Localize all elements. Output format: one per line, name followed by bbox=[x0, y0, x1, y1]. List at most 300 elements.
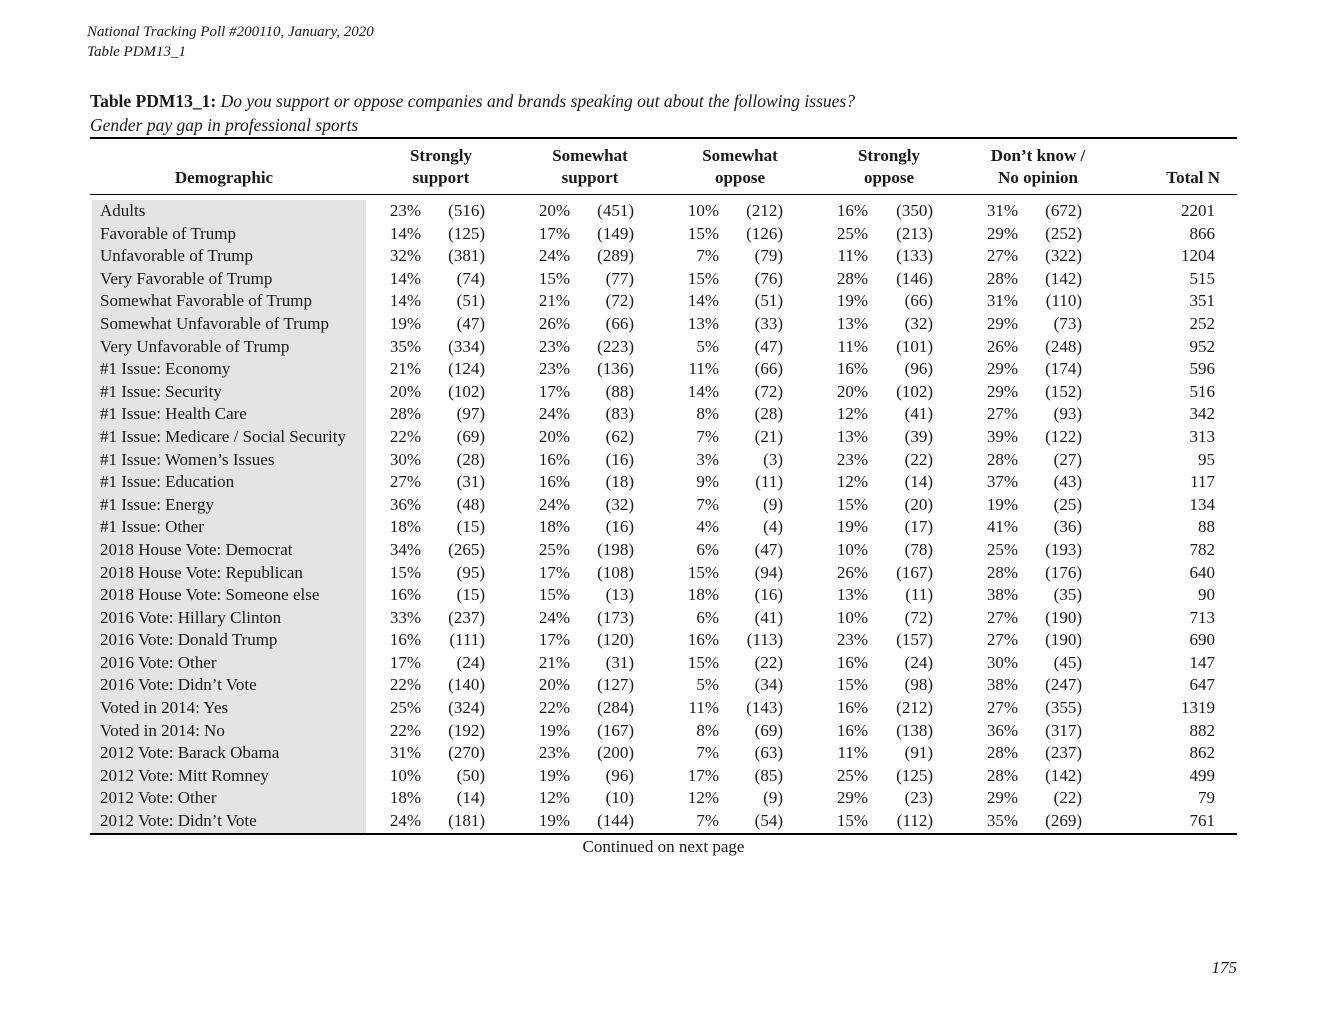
row-label: #1 Issue: Economy bbox=[100, 359, 231, 379]
cell-total-n: 147 bbox=[1189, 652, 1215, 672]
cell-percent: 11% bbox=[688, 698, 719, 718]
table-row bbox=[90, 765, 1237, 788]
header-col-line1: Somewhat bbox=[552, 146, 628, 165]
cell-percent: 16% bbox=[389, 585, 421, 605]
cell-total-n: 882 bbox=[1189, 720, 1215, 740]
cell-percent: 9% bbox=[696, 472, 719, 492]
header-col-4 bbox=[968, 145, 1108, 189]
cell-count: (88) bbox=[605, 381, 634, 401]
table-row bbox=[90, 720, 1237, 743]
cell-count: (102) bbox=[896, 381, 933, 401]
row-label: Adults bbox=[100, 201, 146, 220]
table-row bbox=[90, 336, 1237, 359]
cell-percent: 26% bbox=[538, 313, 570, 333]
cell-count: (111) bbox=[449, 630, 485, 650]
cell-total-n: 252 bbox=[1189, 313, 1215, 333]
row-label: #1 Issue: Energy bbox=[100, 494, 214, 514]
cell-percent: 15% bbox=[389, 562, 421, 582]
cell-percent: 31% bbox=[986, 201, 1018, 220]
cell-count: (11) bbox=[755, 472, 783, 492]
row-label: Very Unfavorable of Trump bbox=[100, 336, 290, 356]
cell-count: (350) bbox=[896, 201, 933, 220]
cell-percent: 20% bbox=[538, 675, 570, 695]
cell-count: (78) bbox=[904, 539, 933, 559]
cell-count: (355) bbox=[1045, 698, 1082, 718]
cell-percent: 18% bbox=[389, 517, 421, 537]
cell-total-n: 713 bbox=[1189, 607, 1215, 627]
cell-count: (174) bbox=[1045, 359, 1082, 379]
cell-count: (69) bbox=[456, 426, 485, 446]
cell-count: (149) bbox=[597, 223, 634, 243]
cell-count: (45) bbox=[1053, 652, 1082, 672]
cell-percent: 35% bbox=[389, 336, 421, 356]
cell-count: (126) bbox=[746, 223, 783, 243]
cell-percent: 21% bbox=[538, 291, 570, 311]
cell-percent: 36% bbox=[389, 494, 421, 514]
cell-count: (32) bbox=[605, 494, 634, 514]
cell-percent: 19% bbox=[538, 811, 570, 831]
cell-percent: 17% bbox=[538, 562, 570, 582]
cell-percent: 24% bbox=[538, 494, 570, 514]
cell-percent: 7% bbox=[696, 426, 719, 446]
cell-percent: 10% bbox=[389, 765, 421, 785]
cell-percent: 28% bbox=[986, 765, 1018, 785]
cell-count: (22) bbox=[1053, 788, 1082, 808]
cell-total-n: 95 bbox=[1198, 449, 1215, 469]
cell-count: (142) bbox=[1045, 765, 1082, 785]
table-row bbox=[90, 245, 1237, 268]
cell-percent: 28% bbox=[986, 743, 1018, 763]
row-label: #1 Issue: Women’s Issues bbox=[100, 449, 275, 469]
row-label: 2012 Vote: Barack Obama bbox=[100, 743, 280, 763]
cell-percent: 19% bbox=[836, 517, 868, 537]
cell-percent: 17% bbox=[538, 381, 570, 401]
cell-count: (36) bbox=[1053, 517, 1082, 537]
cell-total-n: 499 bbox=[1189, 765, 1215, 785]
cell-percent: 7% bbox=[696, 494, 719, 514]
cell-count: (212) bbox=[746, 201, 783, 220]
cell-percent: 17% bbox=[687, 765, 719, 785]
continued-note: Continued on next page bbox=[582, 837, 745, 856]
cell-count: (10) bbox=[605, 788, 634, 808]
cell-percent: 18% bbox=[687, 585, 719, 605]
row-label: 2012 Vote: Didn’t Vote bbox=[100, 811, 257, 831]
cell-total-n: 596 bbox=[1189, 359, 1215, 379]
cell-percent: 15% bbox=[538, 268, 570, 288]
cell-count: (41) bbox=[904, 404, 933, 424]
cell-percent: 24% bbox=[538, 404, 570, 424]
cell-percent: 8% bbox=[696, 404, 719, 424]
cell-count: (451) bbox=[597, 201, 634, 220]
cell-count: (16) bbox=[605, 517, 634, 537]
cell-total-n: 1204 bbox=[1181, 246, 1215, 266]
cell-percent: 37% bbox=[986, 472, 1018, 492]
cell-percent: 23% bbox=[836, 630, 868, 650]
cell-percent: 14% bbox=[389, 223, 421, 243]
table-row bbox=[90, 200, 1237, 223]
crosstab-table bbox=[90, 137, 1237, 835]
cell-percent: 31% bbox=[389, 743, 421, 763]
cell-percent: 26% bbox=[986, 336, 1018, 356]
cell-count: (101) bbox=[896, 336, 933, 356]
cell-count: (25) bbox=[1053, 494, 1082, 514]
cell-total-n: 640 bbox=[1189, 562, 1215, 582]
cell-count: (22) bbox=[904, 449, 933, 469]
table-row bbox=[90, 516, 1237, 539]
header-col-line1: Strongly bbox=[857, 146, 921, 165]
cell-total-n: 761 bbox=[1189, 811, 1215, 831]
cell-percent: 41% bbox=[986, 517, 1018, 537]
cell-count: (108) bbox=[597, 562, 634, 582]
cell-percent: 24% bbox=[389, 811, 421, 831]
cell-count: (51) bbox=[456, 291, 485, 311]
table-row bbox=[90, 268, 1237, 291]
cell-percent: 22% bbox=[389, 675, 421, 695]
cell-count: (125) bbox=[896, 765, 933, 785]
cell-percent: 24% bbox=[538, 607, 570, 627]
cell-percent: 4% bbox=[696, 517, 719, 537]
cell-percent: 23% bbox=[836, 449, 868, 469]
table-row bbox=[90, 607, 1237, 630]
cell-percent: 5% bbox=[696, 675, 719, 695]
cell-count: (112) bbox=[896, 811, 933, 831]
cell-count: (15) bbox=[456, 585, 485, 605]
header-demographic: Demographic bbox=[174, 168, 274, 187]
cell-percent: 28% bbox=[986, 562, 1018, 582]
cell-count: (317) bbox=[1045, 720, 1082, 740]
cell-count: (122) bbox=[1045, 426, 1082, 446]
cell-percent: 15% bbox=[538, 585, 570, 605]
cell-percent: 16% bbox=[836, 652, 868, 672]
cell-count: (85) bbox=[754, 765, 783, 785]
cell-count: (14) bbox=[904, 472, 933, 492]
cell-total-n: 952 bbox=[1189, 336, 1215, 356]
cell-count: (28) bbox=[456, 449, 485, 469]
cell-count: (173) bbox=[597, 607, 634, 627]
cell-percent: 34% bbox=[389, 539, 421, 559]
cell-percent: 30% bbox=[389, 449, 421, 469]
cell-percent: 15% bbox=[836, 811, 868, 831]
cell-count: (16) bbox=[605, 449, 634, 469]
cell-percent: 29% bbox=[986, 313, 1018, 333]
cell-count: (27) bbox=[1053, 449, 1082, 469]
cell-percent: 31% bbox=[986, 291, 1018, 311]
row-label: 2016 Vote: Didn’t Vote bbox=[100, 675, 257, 695]
cell-percent: 27% bbox=[986, 404, 1018, 424]
cell-count: (32) bbox=[904, 313, 933, 333]
cell-percent: 39% bbox=[986, 426, 1018, 446]
cell-count: (62) bbox=[605, 426, 634, 446]
table-row bbox=[90, 358, 1237, 381]
cell-percent: 29% bbox=[986, 788, 1018, 808]
page-number: 175 bbox=[1211, 958, 1237, 977]
cell-percent: 38% bbox=[986, 585, 1018, 605]
header-col-line2: oppose bbox=[714, 168, 766, 187]
cell-percent: 20% bbox=[836, 381, 868, 401]
cell-total-n: 351 bbox=[1189, 291, 1215, 311]
row-label: #1 Issue: Health Care bbox=[100, 404, 247, 424]
table-row bbox=[90, 584, 1237, 607]
cell-count: (31) bbox=[456, 472, 485, 492]
cell-count: (11) bbox=[905, 585, 933, 605]
cell-count: (20) bbox=[904, 494, 933, 514]
cell-percent: 20% bbox=[538, 201, 570, 220]
cell-percent: 30% bbox=[986, 652, 1018, 672]
cell-count: (14) bbox=[456, 788, 485, 808]
cell-count: (252) bbox=[1045, 223, 1082, 243]
cell-percent: 6% bbox=[696, 539, 719, 559]
cell-count: (102) bbox=[448, 381, 485, 401]
cell-count: (143) bbox=[746, 698, 783, 718]
cell-percent: 27% bbox=[389, 472, 421, 492]
cell-percent: 19% bbox=[538, 720, 570, 740]
cell-percent: 22% bbox=[389, 720, 421, 740]
cell-percent: 14% bbox=[389, 291, 421, 311]
cell-count: (22) bbox=[754, 652, 783, 672]
cell-count: (15) bbox=[456, 517, 485, 537]
cell-count: (74) bbox=[456, 268, 485, 288]
cell-count: (324) bbox=[448, 698, 485, 718]
row-label: #1 Issue: Education bbox=[100, 472, 235, 492]
table-row bbox=[90, 494, 1237, 517]
cell-count: (334) bbox=[448, 336, 485, 356]
cell-count: (167) bbox=[597, 720, 634, 740]
cell-percent: 28% bbox=[986, 268, 1018, 288]
cell-count: (265) bbox=[448, 539, 485, 559]
cell-count: (190) bbox=[1045, 607, 1082, 627]
cell-percent: 23% bbox=[538, 336, 570, 356]
cell-count: (138) bbox=[896, 720, 933, 740]
cell-count: (113) bbox=[746, 630, 783, 650]
cell-percent: 14% bbox=[687, 291, 719, 311]
cell-percent: 16% bbox=[538, 449, 570, 469]
cell-count: (54) bbox=[754, 811, 783, 831]
cell-total-n: 313 bbox=[1189, 426, 1215, 446]
cell-percent: 23% bbox=[389, 201, 421, 220]
cell-count: (79) bbox=[754, 246, 783, 266]
cell-percent: 10% bbox=[836, 607, 868, 627]
cell-percent: 38% bbox=[986, 675, 1018, 695]
cell-count: (47) bbox=[754, 336, 783, 356]
cell-count: (47) bbox=[754, 539, 783, 559]
cell-percent: 29% bbox=[836, 788, 868, 808]
cell-count: (96) bbox=[904, 359, 933, 379]
cell-count: (152) bbox=[1045, 381, 1082, 401]
cell-count: (270) bbox=[448, 743, 485, 763]
cell-percent: 19% bbox=[836, 291, 868, 311]
cell-percent: 11% bbox=[837, 336, 868, 356]
cell-percent: 20% bbox=[538, 426, 570, 446]
cell-percent: 16% bbox=[836, 201, 868, 220]
cell-percent: 14% bbox=[389, 268, 421, 288]
poll-title: National Tracking Poll #200110, January, 2020 bbox=[87, 24, 374, 40]
cell-percent: 13% bbox=[836, 313, 868, 333]
cell-percent: 7% bbox=[696, 743, 719, 763]
table-row bbox=[90, 674, 1237, 697]
table-row bbox=[90, 652, 1237, 675]
header-col-line1: Don’t know / bbox=[990, 146, 1086, 165]
cell-percent: 24% bbox=[538, 246, 570, 266]
row-label: 2018 House Vote: Republican bbox=[100, 562, 303, 582]
cell-count: (223) bbox=[597, 336, 634, 356]
cell-percent: 12% bbox=[836, 472, 868, 492]
cell-count: (190) bbox=[1045, 630, 1082, 650]
cell-percent: 12% bbox=[538, 788, 570, 808]
table-row bbox=[90, 697, 1237, 720]
header-col-line2: oppose bbox=[863, 168, 915, 187]
cell-percent: 15% bbox=[836, 494, 868, 514]
cell-count: (66) bbox=[754, 359, 783, 379]
cell-count: (83) bbox=[605, 404, 634, 424]
row-label: Unfavorable of Trump bbox=[100, 246, 253, 266]
cell-percent: 36% bbox=[986, 720, 1018, 740]
cell-count: (47) bbox=[456, 313, 485, 333]
cell-count: (4) bbox=[763, 517, 783, 537]
cell-count: (23) bbox=[904, 788, 933, 808]
cell-percent: 14% bbox=[687, 381, 719, 401]
cell-count: (289) bbox=[597, 246, 634, 266]
cell-percent: 10% bbox=[836, 539, 868, 559]
caption-subtitle: Gender pay gap in professional sports bbox=[90, 115, 359, 135]
cell-count: (237) bbox=[1045, 743, 1082, 763]
header-col-line2: support bbox=[561, 168, 619, 187]
table-body bbox=[90, 195, 1237, 833]
cell-count: (16) bbox=[754, 585, 783, 605]
cell-count: (9) bbox=[763, 494, 783, 514]
cell-percent: 25% bbox=[986, 539, 1018, 559]
cell-count: (284) bbox=[597, 698, 634, 718]
cell-count: (3) bbox=[763, 449, 783, 469]
cell-count: (136) bbox=[597, 359, 634, 379]
row-label: Voted in 2014: Yes bbox=[100, 698, 229, 718]
cell-percent: 29% bbox=[986, 359, 1018, 379]
row-label: 2016 Vote: Other bbox=[100, 652, 217, 672]
cell-total-n: 117 bbox=[1190, 472, 1215, 492]
cell-percent: 17% bbox=[389, 652, 421, 672]
cell-percent: 29% bbox=[986, 223, 1018, 243]
cell-total-n: 134 bbox=[1189, 494, 1215, 514]
running-head bbox=[87, 22, 374, 62]
cell-total-n: 866 bbox=[1189, 223, 1215, 243]
cell-percent: 25% bbox=[538, 539, 570, 559]
cell-percent: 15% bbox=[687, 223, 719, 243]
row-label: #1 Issue: Security bbox=[100, 381, 222, 401]
cell-percent: 25% bbox=[836, 765, 868, 785]
cell-count: (672) bbox=[1045, 201, 1082, 220]
cell-percent: 26% bbox=[836, 562, 868, 582]
cell-count: (66) bbox=[605, 313, 634, 333]
row-label: 2018 House Vote: Someone else bbox=[100, 585, 320, 605]
header-col-1 bbox=[520, 145, 660, 189]
cell-count: (213) bbox=[896, 223, 933, 243]
cell-percent: 16% bbox=[538, 472, 570, 492]
header-col-3 bbox=[819, 145, 959, 189]
table-row bbox=[90, 562, 1237, 585]
cell-count: (381) bbox=[448, 246, 485, 266]
cell-count: (133) bbox=[896, 246, 933, 266]
cell-count: (140) bbox=[448, 675, 485, 695]
cell-percent: 23% bbox=[538, 743, 570, 763]
table-row bbox=[90, 223, 1237, 246]
cell-percent: 28% bbox=[389, 404, 421, 424]
cell-total-n: 342 bbox=[1189, 404, 1215, 424]
cell-total-n: 647 bbox=[1189, 675, 1215, 695]
cell-count: (98) bbox=[904, 675, 933, 695]
row-label: 2012 Vote: Mitt Romney bbox=[100, 765, 269, 785]
cell-count: (176) bbox=[1045, 562, 1082, 582]
cell-percent: 35% bbox=[986, 811, 1018, 831]
cell-count: (48) bbox=[456, 494, 485, 514]
cell-count: (193) bbox=[1045, 539, 1082, 559]
cell-count: (157) bbox=[896, 630, 933, 650]
cell-percent: 12% bbox=[687, 788, 719, 808]
cell-count: (76) bbox=[754, 268, 783, 288]
cell-count: (28) bbox=[754, 404, 783, 424]
cell-count: (247) bbox=[1045, 675, 1082, 695]
cell-percent: 16% bbox=[836, 720, 868, 740]
cell-count: (142) bbox=[1045, 268, 1082, 288]
cell-count: (181) bbox=[448, 811, 485, 831]
bottom-rule bbox=[90, 833, 1237, 835]
header-col-0 bbox=[371, 145, 511, 189]
cell-total-n: 862 bbox=[1189, 743, 1215, 763]
table-row bbox=[90, 810, 1237, 833]
row-label: 2012 Vote: Other bbox=[100, 788, 217, 808]
row-label: Voted in 2014: No bbox=[100, 720, 225, 740]
cell-percent: 21% bbox=[389, 359, 421, 379]
cell-percent: 19% bbox=[538, 765, 570, 785]
cell-count: (72) bbox=[754, 381, 783, 401]
cell-percent: 11% bbox=[837, 743, 868, 763]
cell-percent: 15% bbox=[687, 268, 719, 288]
cell-percent: 27% bbox=[986, 630, 1018, 650]
cell-count: (124) bbox=[448, 359, 485, 379]
cell-percent: 28% bbox=[986, 449, 1018, 469]
header-total-n: Total N bbox=[1166, 168, 1220, 187]
cell-percent: 12% bbox=[836, 404, 868, 424]
cell-percent: 16% bbox=[836, 698, 868, 718]
cell-total-n: 515 bbox=[1189, 268, 1215, 288]
cell-count: (146) bbox=[896, 268, 933, 288]
cell-count: (125) bbox=[448, 223, 485, 243]
cell-percent: 13% bbox=[687, 313, 719, 333]
row-label: 2018 House Vote: Democrat bbox=[100, 539, 293, 559]
cell-count: (516) bbox=[448, 201, 485, 220]
cell-total-n: 690 bbox=[1189, 630, 1215, 650]
header-col-line1: Somewhat bbox=[702, 146, 778, 165]
cell-percent: 13% bbox=[836, 585, 868, 605]
cell-total-n: 516 bbox=[1189, 381, 1215, 401]
cell-percent: 27% bbox=[986, 607, 1018, 627]
cell-count: (72) bbox=[904, 607, 933, 627]
cell-percent: 18% bbox=[389, 788, 421, 808]
cell-count: (200) bbox=[597, 743, 634, 763]
cell-count: (237) bbox=[448, 607, 485, 627]
cell-percent: 8% bbox=[696, 720, 719, 740]
cell-percent: 17% bbox=[538, 630, 570, 650]
cell-count: (24) bbox=[456, 652, 485, 672]
cell-count: (77) bbox=[605, 268, 634, 288]
cell-count: (41) bbox=[754, 607, 783, 627]
cell-percent: 19% bbox=[389, 313, 421, 333]
cell-percent: 29% bbox=[986, 381, 1018, 401]
cell-percent: 15% bbox=[687, 562, 719, 582]
cell-percent: 32% bbox=[389, 246, 421, 266]
cell-percent: 16% bbox=[687, 630, 719, 650]
cell-percent: 18% bbox=[538, 517, 570, 537]
cell-count: (95) bbox=[456, 562, 485, 582]
cell-count: (269) bbox=[1045, 811, 1082, 831]
